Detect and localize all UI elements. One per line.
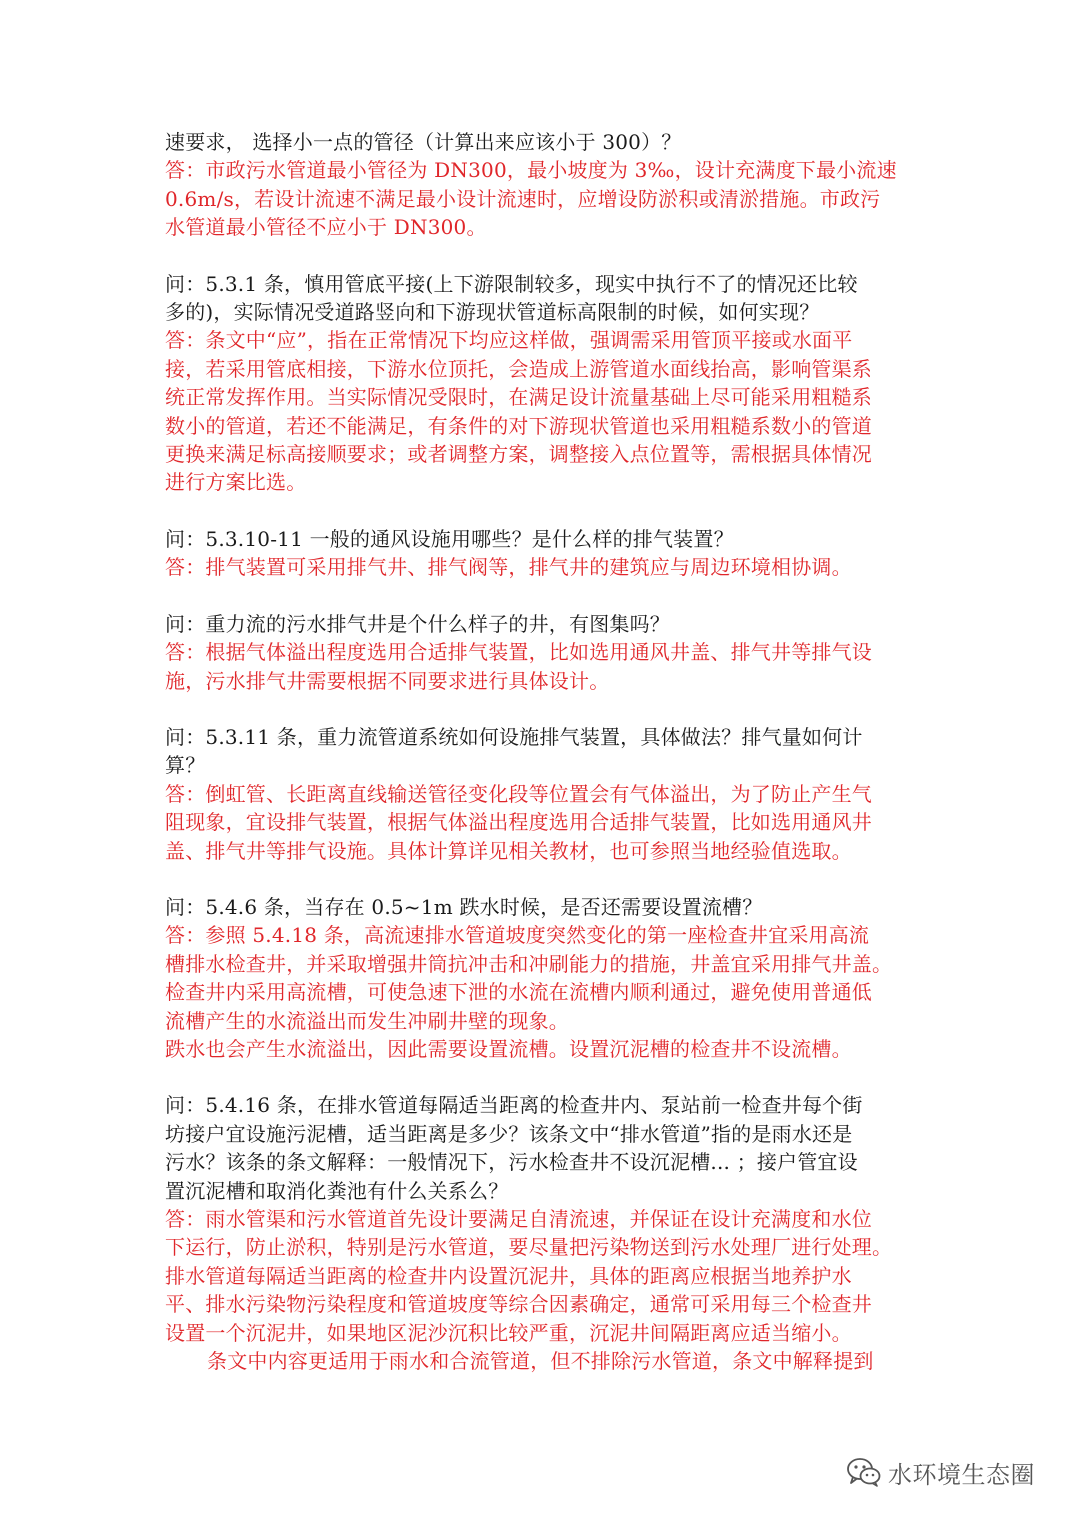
answer-line: 接，若采用管底相接，下游水位顶托，会造成上游管道水面线抬高，影响管渠系 bbox=[165, 356, 872, 381]
question-line: 多的)，实际情况受道路竖向和下游现状管道标高限制的时候，如何实现？ bbox=[165, 300, 820, 325]
qa-block bbox=[165, 1091, 925, 1375]
answer-line: 设置一个沉泥井，如果地区泥沙沉积比较严重，沉泥井间隔距离应适当缩小。 bbox=[165, 1320, 852, 1345]
watermark-text: 水环境生态圈 bbox=[888, 1460, 1035, 1489]
answer-line: 阻现象，宜设排气装置，根据气体溢出程度选用合适排气装置，比如选用通风井 bbox=[165, 810, 872, 835]
answer-line: 答：市政污水管道最小管径为 DN300，最小坡度为 3‰，设计充满度下最小流速 bbox=[165, 158, 897, 183]
qa-block bbox=[165, 525, 925, 582]
qa-block bbox=[165, 128, 925, 242]
answer-line: 水管道最小管径不应小于 DN300。 bbox=[165, 215, 487, 240]
question-line: 问：5.3.11 条，重力流管道系统如何设施排气装置，具体做法？排气量如何计 bbox=[165, 724, 863, 749]
answer-line: 检查井内采用高流槽，可使急速下泄的水流在流槽内顺利通过，避免使用普通低 bbox=[165, 980, 872, 1005]
watermark bbox=[846, 1452, 1035, 1492]
answer-line: 施，污水排气井需要根据不同要求进行具体设计。 bbox=[165, 668, 610, 693]
question-line: 问：5.4.16 条，在排水管道每隔适当距离的检查井内、泵站前一检查井每个街 bbox=[165, 1093, 863, 1118]
answer-line: 平、排水污染物污染程度和管道坡度等综合因素确定，通常可采用每三个检查井 bbox=[165, 1292, 872, 1317]
answer-line: 答：条文中“应”，指在正常情况下均应这样做，强调需采用管顶平接或水面平 bbox=[165, 328, 853, 353]
question-line: 问：5.3.1 条，慎用管底平接(上下游限制较多，现实中执行不了的情况还比较 bbox=[165, 271, 858, 296]
answer-line: 答：雨水管渠和污水管道首先设计要满足自清流速，并保证在设计充满度和水位 bbox=[165, 1207, 872, 1231]
answer-line: 0.6m/s，若设计流速不满足最小设计流速时，应增设防淤积或清淤措施。市政污 bbox=[165, 186, 881, 211]
answer-line: 进行方案比选。 bbox=[165, 470, 307, 495]
answer-line: 更换来满足标高接顺要求；或者调整方案，调整接入点位置等，需根据具体情况 bbox=[165, 442, 872, 467]
question-line: 问：5.3.10-11 一般的通风设施用哪些？是什么样的排气装置？ bbox=[165, 526, 734, 551]
qa-content bbox=[165, 128, 925, 1403]
qa-block bbox=[165, 610, 925, 695]
answer-line-indented: 条文中内容更适用于雨水和合流管道，但不排除污水管道，条文中解释提到 bbox=[207, 1349, 874, 1374]
question-line: 算？ bbox=[165, 753, 206, 778]
answer-line: 答：根据气体溢出程度选用合适排气装置，比如选用通风井盖、排气井等排气设 bbox=[165, 640, 872, 665]
question-line: 污水？该条的条文解释：一般情况下，污水检查井不设沉泥槽... ；接户管宜设 bbox=[165, 1150, 858, 1175]
answer-line: 答：排气装置可采用排气井、排气阀等，排气井的建筑应与周边环境相协调。 bbox=[165, 555, 852, 580]
question-line: 速要求， 选择小一点的管径（计算出来应该小于 300）？ bbox=[165, 130, 682, 154]
answer-line: 统正常发挥作用。当实际情况受限时，在满足设计流量基础上尽可能采用粗糙系 bbox=[165, 385, 872, 410]
answer-line: 槽排水检查井，并采取增强井筒抗冲击和冲刷能力的措施，井盖宜采用排气井盖。 bbox=[165, 951, 893, 976]
question-line: 坊接户宜设施污泥槽，适当距离是多少？该条文中“排水管道”指的是雨水还是 bbox=[165, 1121, 853, 1146]
answer-line: 流槽产生的水流溢出而发生冲刷井壁的现象。 bbox=[165, 1008, 569, 1033]
answer-line: 跌水也会产生水流溢出，因此需要设置流槽。设置沉泥槽的检查井不设流槽。 bbox=[165, 1036, 852, 1061]
wechat-icon bbox=[846, 1456, 882, 1488]
qa-block bbox=[165, 893, 925, 1063]
answer-line: 答：参照 5.4.18 条，高流速排水管道坡度突然变化的第一座检查井宜采用高流 bbox=[165, 923, 870, 948]
answer-line: 答：倒虹管、长距离直线输送管径变化段等位置会有气体溢出，为了防止产生气 bbox=[165, 781, 872, 806]
answer-line: 盖、排气井等排气设施。具体计算详见相关教材，也可参照当地经验值选取。 bbox=[165, 838, 852, 863]
answer-line: 下运行，防止淤积，特别是污水管道，要尽量把污染物送到污水处理厂进行处理。 bbox=[165, 1235, 893, 1260]
question-line: 置沉泥槽和取消化粪池有什么关系么？ bbox=[165, 1178, 509, 1203]
qa-block bbox=[165, 723, 925, 865]
answer-line: 排水管道每隔适当距离的检查井内设置沉泥井，具体的距离应根据当地养护水 bbox=[165, 1263, 852, 1288]
question-line: 问：5.4.6 条，当存在 0.5~1m 跌水时候，是否还需要设置流槽？ bbox=[165, 894, 763, 919]
answer-line: 数小的管道，若还不能满足，有条件的对下游现状管道也采用粗糙系数小的管道 bbox=[165, 413, 872, 438]
question-line: 问：重力流的污水排气井是个什么样子的井，有图集吗？ bbox=[165, 611, 670, 636]
qa-block bbox=[165, 270, 925, 497]
